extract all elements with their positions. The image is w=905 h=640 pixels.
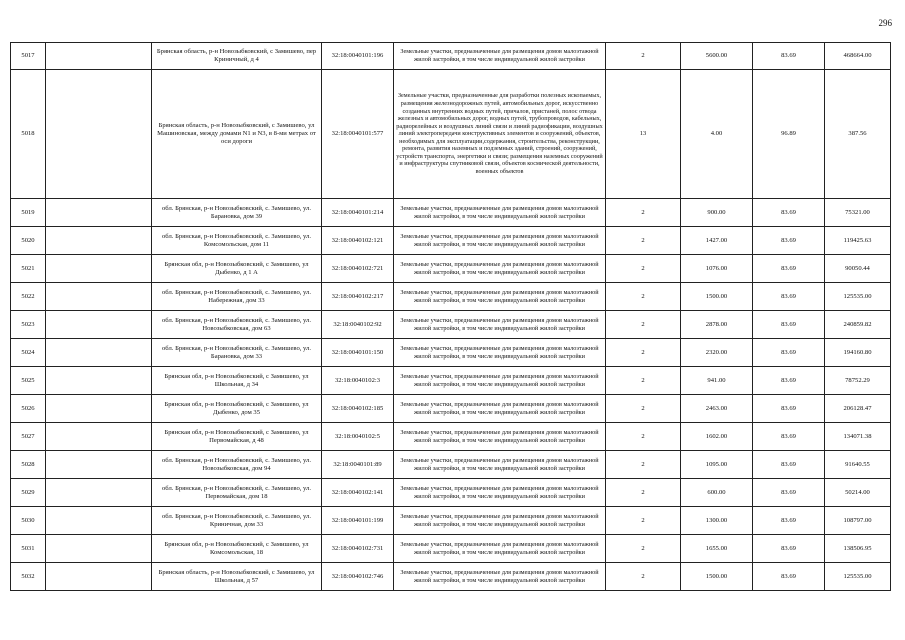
blank-cell (46, 70, 152, 199)
specific-value-cell: 83.69 (753, 451, 825, 479)
address-cell: Брянская обл, р-н Новозыбковский, с Замишево, ул Дыбенко, д 1 А (152, 255, 322, 283)
table-body (11, 43, 891, 591)
address-cell: обл. Брянская, р-н Новозыбковский, с. Замишево, ул. Новозыбковская, дом 94 (152, 451, 322, 479)
cadastral-value-cell: 468664.00 (825, 43, 891, 70)
page-number: 296 (878, 18, 892, 28)
address-cell: обл. Брянская, р-н Новозыбковский, с. Замишево, ул. Комсомольская, дом 11 (152, 227, 322, 255)
record-number-cell: 5024 (11, 339, 46, 367)
area-cell: 5600.00 (681, 43, 753, 70)
group-number-cell: 2 (606, 199, 681, 227)
land-use-cell: Земельные участки, предназначенные для размещения домов малоэтажной жилой застройки, в том числе индивидуальной жилой застройки (394, 451, 606, 479)
blank-cell (46, 43, 152, 70)
cadastral-value-cell: 78752.29 (825, 367, 891, 395)
land-use-cell: Земельные участки, предназначенные для размещения домов малоэтажной жилой застройки, в том числе индивидуальной жилой застройки (394, 311, 606, 339)
record-number-cell: 5022 (11, 283, 46, 311)
cadastral-number-cell: 32:18:0040101:89 (322, 451, 394, 479)
cadastral-value-cell: 50214.00 (825, 479, 891, 507)
specific-value-cell: 83.69 (753, 255, 825, 283)
area-cell: 1427.00 (681, 227, 753, 255)
cadastral-value-cell: 75321.00 (825, 199, 891, 227)
table-row (11, 283, 891, 311)
cadastral-number-cell: 32:18:0040102:3 (322, 367, 394, 395)
blank-cell (46, 339, 152, 367)
specific-value-cell: 83.69 (753, 339, 825, 367)
area-cell: 1095.00 (681, 451, 753, 479)
table-row (11, 395, 891, 423)
table-row (11, 311, 891, 339)
cadastral-number-cell: 32:18:0040102:141 (322, 479, 394, 507)
address-cell: Брянская обл, р-н Новозыбковский, с Замишево, ул Первомайская, д 48 (152, 423, 322, 451)
specific-value-cell: 83.69 (753, 283, 825, 311)
area-cell: 1300.00 (681, 507, 753, 535)
area-cell: 900.00 (681, 199, 753, 227)
record-number-cell: 5027 (11, 423, 46, 451)
area-cell: 1500.00 (681, 283, 753, 311)
table-row (11, 339, 891, 367)
land-use-cell: Земельные участки, предназначенные для размещения домов малоэтажной жилой застройки, в том числе индивидуальной жилой застройки (394, 43, 606, 70)
specific-value-cell: 83.69 (753, 563, 825, 591)
cadastral-value-cell: 91640.55 (825, 451, 891, 479)
cadastral-value-cell: 194160.80 (825, 339, 891, 367)
land-use-cell: Земельные участки, предназначенные для разработки полезных ископаемых, размещения железнодорожных путей, автомобильных дорог, искусственно созданных внутренних водных путей, причалов, пристаней, полос отвода железных и автомобильных дорог, водных путей, трубопроводов, кабельных, радиорелейных и воздушных линий связи и линий радиофикации, воздушных линий электропередачи конструктивных элементов и сооружений, объектов, необходимых для эксплуатации,содержания, строительства, реконструкции, ремонта, развития наземных и подземных зданий, строений, сооружений, устройств транспорта, энергетики и связи; размещения наземных сооружений и инфраструктуры спутниковой связи, объектов космической деятельности, военных объектов (394, 70, 606, 199)
table-row (11, 227, 891, 255)
land-use-cell: Земельные участки, предназначенные для размещения домов малоэтажной жилой застройки, в том числе индивидуальной жилой застройки (394, 339, 606, 367)
area-cell: 4.00 (681, 70, 753, 199)
cadastral-value-cell: 134071.38 (825, 423, 891, 451)
table-row (11, 479, 891, 507)
record-number-cell: 5017 (11, 43, 46, 70)
table-row (11, 423, 891, 451)
specific-value-cell: 83.69 (753, 311, 825, 339)
blank-cell (46, 311, 152, 339)
address-cell: Брянская область, р-н Новозыбковский, с Замишево, пер Криничный, д 4 (152, 43, 322, 70)
cadastral-number-cell: 32:18:0040102:721 (322, 255, 394, 283)
cadastral-number-cell: 32:18:0040102:185 (322, 395, 394, 423)
land-use-cell: Земельные участки, предназначенные для размещения домов малоэтажной жилой застройки, в том числе индивидуальной жилой застройки (394, 563, 606, 591)
land-use-cell: Земельные участки, предназначенные для размещения домов малоэтажной жилой застройки, в том числе индивидуальной жилой застройки (394, 255, 606, 283)
specific-value-cell: 83.69 (753, 43, 825, 70)
area-cell: 2463.00 (681, 395, 753, 423)
cadastral-number-cell: 32:18:0040102:121 (322, 227, 394, 255)
cadastral-number-cell: 32:18:0040101:150 (322, 339, 394, 367)
land-use-cell: Земельные участки, предназначенные для размещения домов малоэтажной жилой застройки, в том числе индивидуальной жилой застройки (394, 367, 606, 395)
address-cell: обл. Брянская, р-н Новозыбковский, с. Замишево, ул. Набережная, дом 33 (152, 283, 322, 311)
table-row (11, 255, 891, 283)
blank-cell (46, 283, 152, 311)
record-number-cell: 5029 (11, 479, 46, 507)
record-number-cell: 5023 (11, 311, 46, 339)
group-number-cell: 2 (606, 43, 681, 70)
blank-cell (46, 535, 152, 563)
record-number-cell: 5019 (11, 199, 46, 227)
group-number-cell: 13 (606, 70, 681, 199)
table-row (11, 535, 891, 563)
address-cell: Брянская область, р-н Новозыбковский, с Замишево, ул Школьная, д 57 (152, 563, 322, 591)
land-use-cell: Земельные участки, предназначенные для размещения домов малоэтажной жилой застройки, в том числе индивидуальной жилой застройки (394, 199, 606, 227)
group-number-cell: 2 (606, 311, 681, 339)
area-cell: 1655.00 (681, 535, 753, 563)
group-number-cell: 2 (606, 395, 681, 423)
table-row (11, 451, 891, 479)
record-number-cell: 5021 (11, 255, 46, 283)
cadastral-value-cell: 125535.00 (825, 563, 891, 591)
group-number-cell: 2 (606, 255, 681, 283)
cadastral-number-cell: 32:18:0040102:92 (322, 311, 394, 339)
address-cell: обл. Брянская, р-н Новозыбковский, с. Замишево, ул. Новозыбковская, дом 63 (152, 311, 322, 339)
area-cell: 600.00 (681, 479, 753, 507)
cadastral-value-table (10, 42, 891, 591)
table-row (11, 43, 891, 70)
blank-cell (46, 563, 152, 591)
blank-cell (46, 367, 152, 395)
address-cell: обл. Брянская, р-н Новозыбковский, с. Замишево, ул. Криничная, дом 33 (152, 507, 322, 535)
area-cell: 941.00 (681, 367, 753, 395)
table-row (11, 70, 891, 199)
blank-cell (46, 451, 152, 479)
record-number-cell: 5031 (11, 535, 46, 563)
cadastral-value-cell: 387.56 (825, 70, 891, 199)
specific-value-cell: 96.89 (753, 70, 825, 199)
record-number-cell: 5020 (11, 227, 46, 255)
cadastral-number-cell: 32:18:0040102:5 (322, 423, 394, 451)
address-cell: обл. Брянская, р-н Новозыбковский, с. Замишево, ул. Барановка, дом 39 (152, 199, 322, 227)
specific-value-cell: 83.69 (753, 535, 825, 563)
specific-value-cell: 83.69 (753, 367, 825, 395)
group-number-cell: 2 (606, 507, 681, 535)
cadastral-number-cell: 32:18:0040101:577 (322, 70, 394, 199)
record-number-cell: 5025 (11, 367, 46, 395)
blank-cell (46, 507, 152, 535)
land-use-cell: Земельные участки, предназначенные для размещения домов малоэтажной жилой застройки, в том числе индивидуальной жилой застройки (394, 535, 606, 563)
blank-cell (46, 199, 152, 227)
specific-value-cell: 83.69 (753, 479, 825, 507)
land-use-cell: Земельные участки, предназначенные для размещения домов малоэтажной жилой застройки, в том числе индивидуальной жилой застройки (394, 507, 606, 535)
cadastral-value-cell: 206128.47 (825, 395, 891, 423)
record-number-cell: 5030 (11, 507, 46, 535)
land-use-cell: Земельные участки, предназначенные для размещения домов малоэтажной жилой застройки, в том числе индивидуальной жилой застройки (394, 479, 606, 507)
group-number-cell: 2 (606, 227, 681, 255)
cadastral-value-cell: 138506.95 (825, 535, 891, 563)
group-number-cell: 2 (606, 563, 681, 591)
cadastral-value-cell: 119425.63 (825, 227, 891, 255)
land-use-cell: Земельные участки, предназначенные для размещения домов малоэтажной жилой застройки, в том числе индивидуальной жилой застройки (394, 395, 606, 423)
area-cell: 1076.00 (681, 255, 753, 283)
area-cell: 2878.00 (681, 311, 753, 339)
area-cell: 2320.00 (681, 339, 753, 367)
address-cell: Брянская обл, р-н Новозыбковский, с Замишево, ул Дыбенко, дом 35 (152, 395, 322, 423)
address-cell: обл. Брянская, р-н Новозыбковский, с. Замишево, ул. Первомайская, дом 18 (152, 479, 322, 507)
area-cell: 1602.00 (681, 423, 753, 451)
specific-value-cell: 83.69 (753, 199, 825, 227)
land-use-cell: Земельные участки, предназначенные для размещения домов малоэтажной жилой застройки, в том числе индивидуальной жилой застройки (394, 227, 606, 255)
record-number-cell: 5028 (11, 451, 46, 479)
cadastral-number-cell: 32:18:0040102:217 (322, 283, 394, 311)
address-cell: Брянская область, р-н Новозыбковский, с Замишево, ул Машиновская, между домами N1 и N3, в 8-ми метрах от оси дороги (152, 70, 322, 199)
cadastral-number-cell: 32:18:0040101:199 (322, 507, 394, 535)
group-number-cell: 2 (606, 535, 681, 563)
land-use-cell: Земельные участки, предназначенные для размещения домов малоэтажной жилой застройки, в том числе индивидуальной жилой застройки (394, 423, 606, 451)
group-number-cell: 2 (606, 367, 681, 395)
blank-cell (46, 227, 152, 255)
table-row (11, 563, 891, 591)
specific-value-cell: 83.69 (753, 423, 825, 451)
table-row (11, 199, 891, 227)
record-number-cell: 5032 (11, 563, 46, 591)
address-cell: обл. Брянская, р-н Новозыбковский, с. Замишево, ул. Барановка, дом 33 (152, 339, 322, 367)
specific-value-cell: 83.69 (753, 395, 825, 423)
specific-value-cell: 83.69 (753, 227, 825, 255)
cadastral-value-cell: 240859.82 (825, 311, 891, 339)
address-cell: Брянская обл, р-н Новозыбковский, с Замишево, ул Школьная, д 34 (152, 367, 322, 395)
land-use-cell: Земельные участки, предназначенные для размещения домов малоэтажной жилой застройки, в том числе индивидуальной жилой застройки (394, 283, 606, 311)
group-number-cell: 2 (606, 479, 681, 507)
cadastral-value-cell: 108797.00 (825, 507, 891, 535)
blank-cell (46, 255, 152, 283)
cadastral-number-cell: 32:18:0040102:746 (322, 563, 394, 591)
blank-cell (46, 479, 152, 507)
blank-cell (46, 423, 152, 451)
cadastral-value-cell: 125535.00 (825, 283, 891, 311)
group-number-cell: 2 (606, 339, 681, 367)
group-number-cell: 2 (606, 283, 681, 311)
record-number-cell: 5026 (11, 395, 46, 423)
cadastral-value-cell: 90050.44 (825, 255, 891, 283)
area-cell: 1500.00 (681, 563, 753, 591)
group-number-cell: 2 (606, 423, 681, 451)
table-row (11, 507, 891, 535)
address-cell: Брянская обл, р-н Новозыбковский, с Замишево, ул Комсомольская, 18 (152, 535, 322, 563)
table-row (11, 367, 891, 395)
record-number-cell: 5018 (11, 70, 46, 199)
cadastral-number-cell: 32:18:0040101:214 (322, 199, 394, 227)
group-number-cell: 2 (606, 451, 681, 479)
cadastral-number-cell: 32:18:0040101:196 (322, 43, 394, 70)
specific-value-cell: 83.69 (753, 507, 825, 535)
blank-cell (46, 395, 152, 423)
cadastral-number-cell: 32:18:0040102:731 (322, 535, 394, 563)
